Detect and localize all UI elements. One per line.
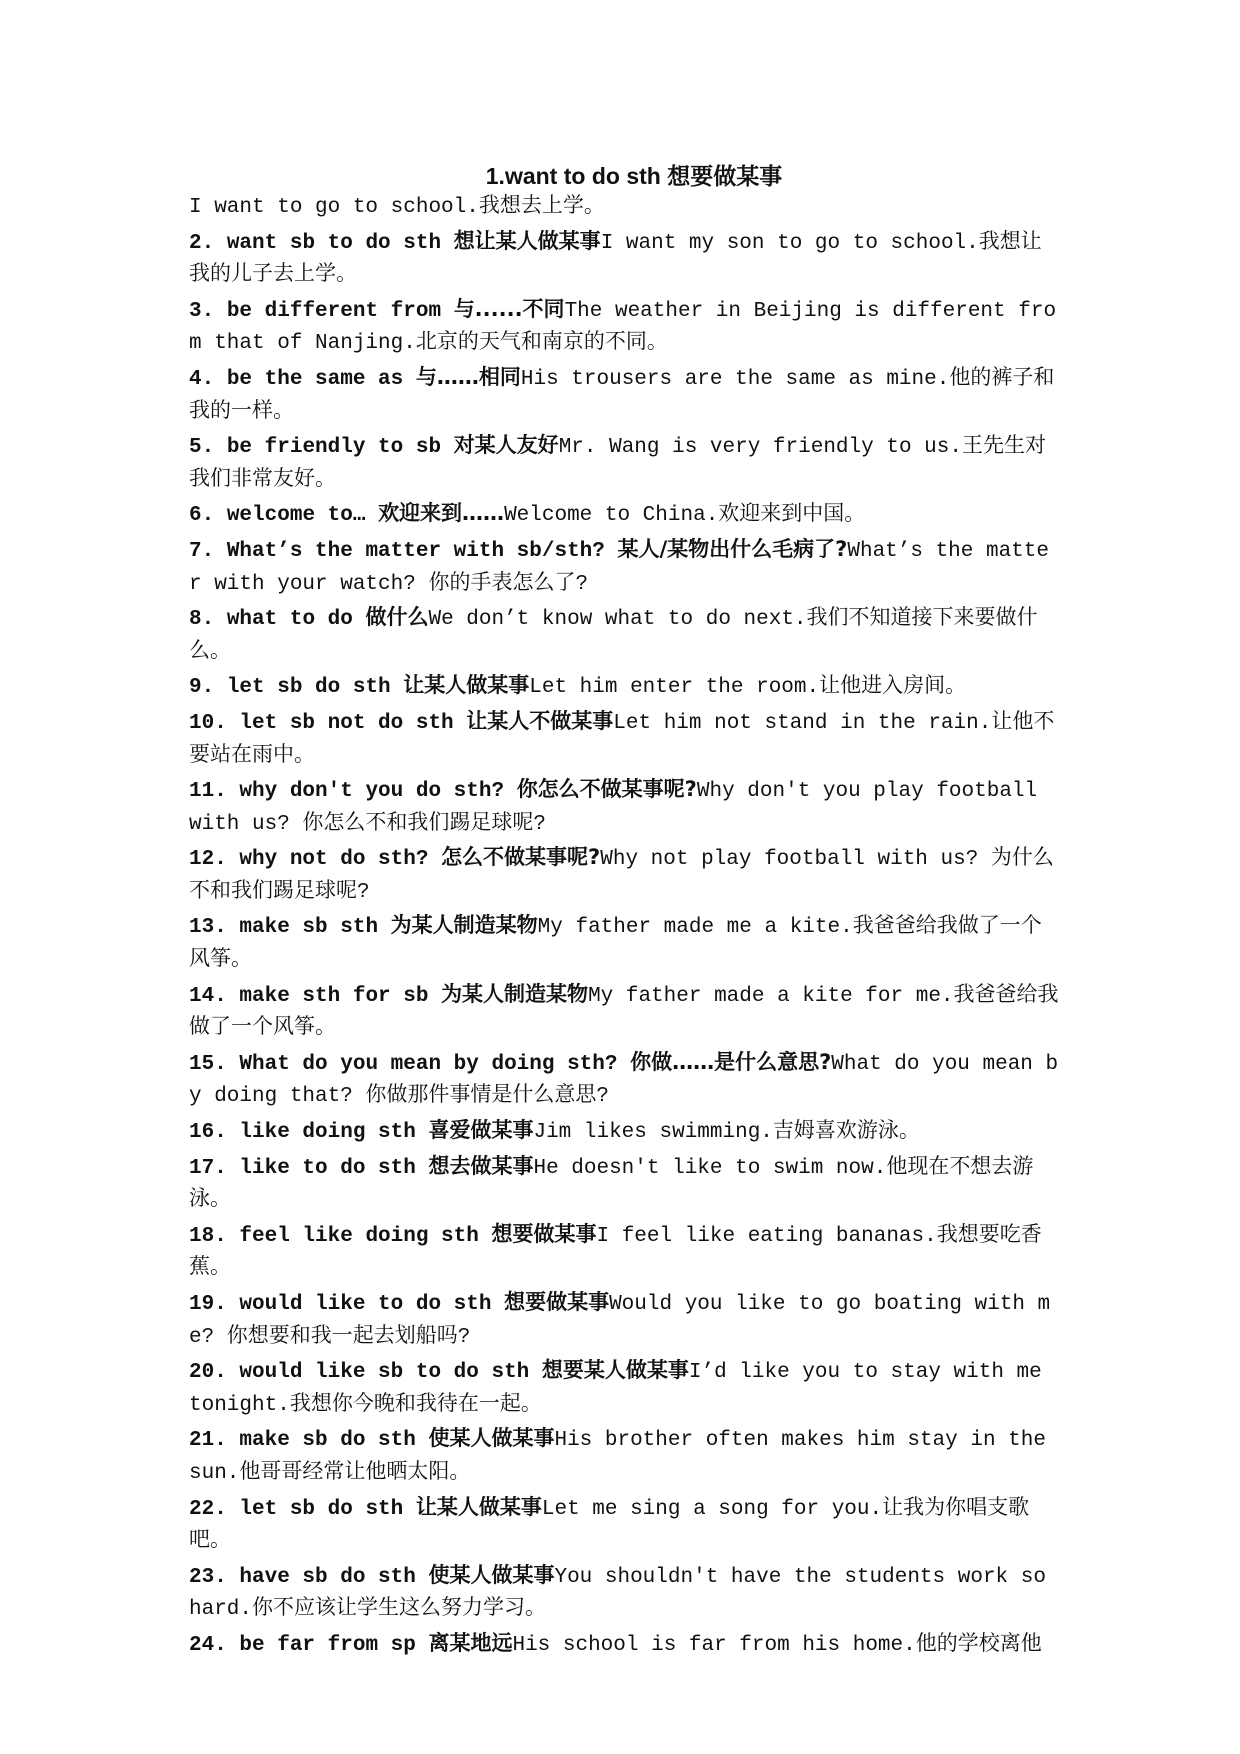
phrase-entry <box>189 1286 1059 1354</box>
entry-example: Mr. Wang is very friendly to us.王先生对我们非常友好。 <box>189 436 1046 492</box>
entry-example: Jim likes swimming.吉姆喜欢游泳。 <box>533 1121 920 1145</box>
entry-number: 5. <box>189 436 215 460</box>
entry-phrase: why don't you do sth? <box>239 780 505 804</box>
entry-meaning: 使某人做某事 <box>428 1426 555 1451</box>
entry-example: We don’t know what to do next.我们不知道接下来要做什么。 <box>189 608 1038 664</box>
entry-phrase: would like sb to do sth <box>239 1361 530 1385</box>
entry-example: His trousers are the same as mine.他的裤子和我的一样。 <box>189 367 1055 424</box>
entry-meaning: 喜爱做某事 <box>428 1118 534 1143</box>
entry-meaning: 你做……是什么意思? <box>630 1049 832 1074</box>
entry-phrase: let sb not do sth <box>239 711 454 735</box>
entry-example: What’s the matter with your watch? 你的手表怎么了? <box>189 539 1049 596</box>
phrase-entry <box>189 1150 1059 1218</box>
entry-meaning: 你怎么不做某事呢? <box>516 777 697 802</box>
entry-number: 14. <box>189 984 227 1008</box>
phrase-entry <box>189 1422 1059 1490</box>
entry-example: My father made a kite for me.我爸爸给我做了一个风筝。 <box>189 984 1059 1041</box>
entry-example: He doesn't like to swim now.他现在不想去游泳。 <box>189 1156 1034 1213</box>
entry-meaning: 某人/某物出什么毛病了? <box>617 536 848 561</box>
entry-number: 11. <box>189 780 227 804</box>
entry-example: Let me sing a song for you.让我为你唱支歌吧。 <box>189 1497 1030 1554</box>
phrase-entry <box>189 533 1059 601</box>
entry-number: 18. <box>189 1224 227 1248</box>
entry-example: My father made me a kite.我爸爸给我做了一个风筝。 <box>189 916 1042 973</box>
phrase-entry <box>189 497 1059 533</box>
entry-phrase: like to do sth <box>239 1156 416 1180</box>
entry-number: 2. <box>189 231 215 255</box>
entry-example: I feel like eating bananas.我想要吃香蕉。 <box>189 1224 1042 1281</box>
entry-number: 17. <box>189 1156 227 1180</box>
entry-meaning: 离某地远 <box>428 1630 513 1655</box>
phrase-entry <box>189 669 1059 705</box>
entry-number: 19. <box>189 1293 227 1316</box>
entry-meaning: 与……相同 <box>415 364 521 389</box>
entry-number: 7. <box>189 539 215 563</box>
entry-phrase: be far from sp <box>239 1633 416 1657</box>
entry-phrase: feel like doing sth <box>239 1224 479 1248</box>
entry-meaning: 为某人制造某物 <box>390 913 538 938</box>
entry-number: 9. <box>189 676 215 700</box>
phrase-entry <box>189 909 1059 977</box>
entry-phrase: make sb sth <box>239 916 379 940</box>
entry-number: 24. <box>189 1633 227 1657</box>
entry-meaning: 做什么 <box>365 605 429 630</box>
entry-phrase: welcome to… <box>226 504 366 528</box>
entry-phrase: would like to do sth <box>239 1293 492 1316</box>
phrase-entry <box>189 978 1059 1046</box>
entry-phrase: be the same as <box>226 367 404 391</box>
entry-number: 16. <box>189 1121 227 1145</box>
entry-number: 15. <box>189 1052 227 1076</box>
entry-meaning: 欢迎来到…… <box>378 501 505 526</box>
phrase-entry <box>189 1354 1059 1422</box>
entry-example: You shouldn't have the students work so hard.你不应该让学生这么努力学习。 <box>189 1565 1046 1622</box>
phrase-entry <box>189 1046 1059 1114</box>
first-example-sentence: I want to go to school.我想去上学。 <box>189 196 605 219</box>
entry-phrase: be friendly to sb <box>226 436 442 460</box>
phrase-entry <box>189 601 1059 669</box>
entry-meaning: 想要做某事 <box>491 1221 597 1246</box>
entry-phrase: why not do sth? <box>239 848 429 872</box>
entry-meaning: 想要做某事 <box>504 1290 610 1314</box>
entry-example: Let him enter the room.让他进入房间。 <box>529 676 967 700</box>
entry-phrase: like doing sth <box>239 1121 416 1145</box>
entry-meaning: 想让某人做某事 <box>453 228 601 253</box>
entry-meaning: 怎么不做某事呢? <box>441 845 601 870</box>
entry-number: 21. <box>189 1429 227 1453</box>
entry-number: 6. <box>189 504 215 528</box>
phrase-entry <box>189 293 1059 361</box>
entry-meaning: 想要某人做某事 <box>541 1358 689 1383</box>
entry-number: 8. <box>189 608 215 632</box>
entry-phrase: make sb do sth <box>239 1429 416 1453</box>
entry-phrase: what to do <box>226 608 353 632</box>
phrase-entry <box>189 773 1059 841</box>
entry-number: 4. <box>189 367 215 391</box>
entry-number: 22. <box>189 1497 227 1521</box>
entry-meaning: 让某人不做某事 <box>466 708 614 733</box>
entry-example: Let him not stand in the rain.让他不要站在雨中。 <box>189 711 1055 768</box>
phrase-entry <box>189 225 1059 293</box>
entry-phrase: want sb to do sth <box>226 231 442 255</box>
entry-number: 10. <box>189 711 227 735</box>
entry-phrase: make sth for sb <box>239 984 429 1008</box>
entry-meaning: 对某人友好 <box>453 433 559 458</box>
entry-phrase: What’s the matter with sb/sth? <box>226 539 605 563</box>
entry-number: 23. <box>189 1565 227 1589</box>
entry-example: Welcome to China.欢迎来到中国。 <box>504 504 866 528</box>
entry-meaning: 让某人做某事 <box>403 673 530 698</box>
entry-example: Why don't you play football with us? 你怎么不和我们踢足球呢? <box>189 780 1038 836</box>
phrase-entry <box>189 1491 1059 1559</box>
entry-example: What do you mean by doing that? 你做那件事情是什么意思? <box>189 1052 1059 1109</box>
phrase-entry <box>189 841 1059 909</box>
entry-example: His brother often makes him stay in the sun.他哥哥经常让他晒太阳。 <box>189 1429 1046 1485</box>
entry-number: 13. <box>189 916 227 940</box>
entry-meaning: 为某人制造某物 <box>441 981 589 1006</box>
phrase-entry <box>189 429 1059 497</box>
entry-meaning: 与......不同 <box>453 296 565 321</box>
page-title: 1.want to do sth 想要做某事 <box>485 163 783 189</box>
phrase-entry <box>189 705 1059 773</box>
entry-number: 3. <box>189 299 215 323</box>
entry-example: Would you like to go boating with me? 你想要和我一起去划船吗? <box>189 1293 1051 1349</box>
entry-meaning: 想去做某事 <box>428 1153 534 1178</box>
phrase-entry <box>189 1627 1059 1663</box>
entry-phrase: What do you mean by doing sth? <box>239 1052 618 1076</box>
phrase-entry <box>189 1114 1059 1150</box>
phrase-entry <box>189 1559 1059 1627</box>
entry-example: I’d like you to stay with me tonight.我想你今晚和我待在一起。 <box>189 1361 1042 1417</box>
entry-phrase: be different from <box>226 299 442 323</box>
phrase-entry <box>189 361 1059 429</box>
entry-number: 20. <box>189 1361 227 1385</box>
entry-example: His school is far from his home.他的学校离他 <box>512 1633 1042 1657</box>
entry-meaning: 让某人做某事 <box>415 1494 542 1519</box>
entry-meaning: 使某人做某事 <box>428 1562 555 1587</box>
entry-number: 12. <box>189 848 227 872</box>
phrase-entry <box>189 1218 1059 1286</box>
entry-phrase: have sb do sth <box>239 1565 416 1589</box>
entry-phrase: let sb do sth <box>239 1497 404 1521</box>
phrase-list <box>189 225 1059 1663</box>
entry-example: The weather in Beijing is different from that of Nanjing.北京的天气和南京的不同。 <box>189 299 1057 356</box>
entry-example: Why not play football with us? 为什么不和我们踢足球呢? <box>189 848 1054 904</box>
entry-phrase: let sb do sth <box>226 676 391 700</box>
document-page <box>189 160 1059 1663</box>
entry-example: I want my son to go to school.我想让我的儿子去上学。 <box>189 231 1042 288</box>
